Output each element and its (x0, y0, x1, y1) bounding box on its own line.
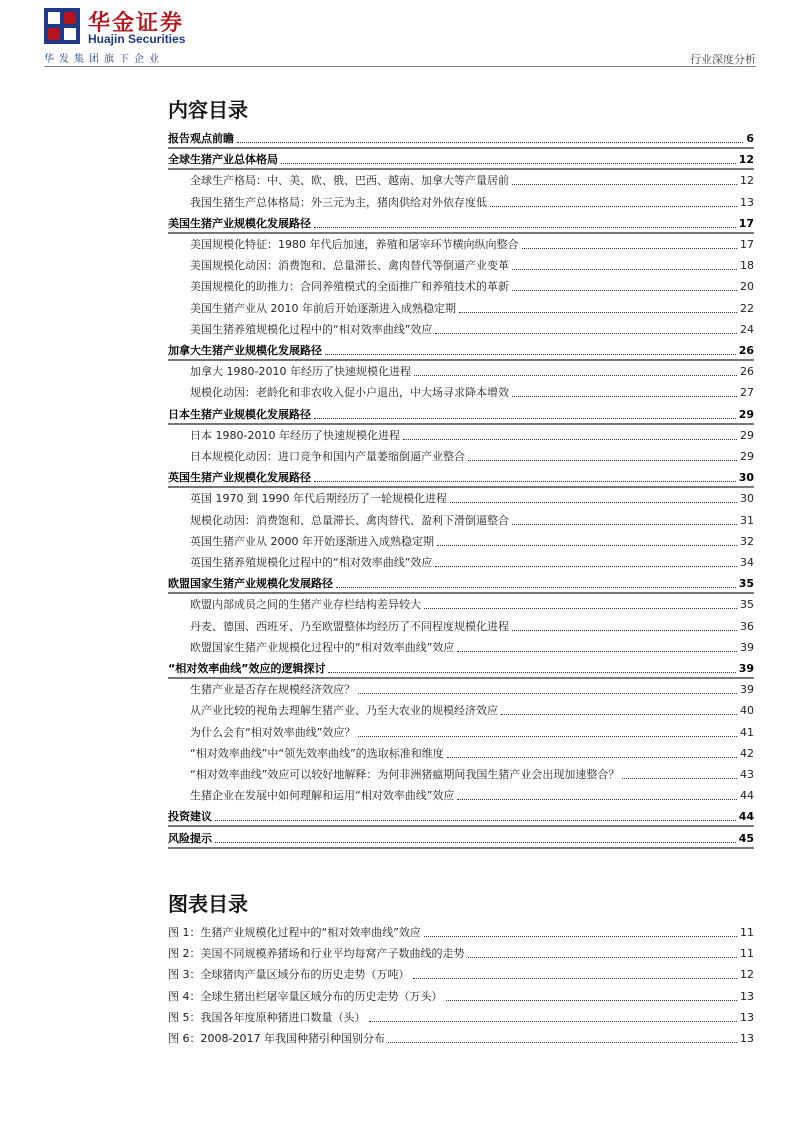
dot-leader (450, 502, 737, 503)
dot-leader (468, 460, 737, 461)
entry-page-number: 32 (740, 534, 754, 548)
entry-title: 图 3：全球猪肉产量区域分布的历史走势（万吨） (168, 968, 410, 982)
dot-leader (435, 333, 737, 334)
entry-page-number: 24 (740, 322, 754, 336)
entry-page-number: 29 (740, 428, 754, 442)
dot-leader (447, 757, 737, 758)
entry-title: 图 5：我国各年度原种猪进口数量（头） (168, 1010, 366, 1024)
header-divider (44, 66, 756, 67)
dot-leader (414, 375, 737, 376)
entry-title: 日本生猪产业规模化发展路径 (168, 407, 311, 421)
dot-leader (512, 630, 737, 631)
entry-title: 欧盟国家生猪产业规模化发展路径 (168, 577, 333, 591)
entry-page-number: 11 (740, 947, 754, 961)
toc-entry-section[interactable] (168, 298, 754, 316)
entry-title: 图 6：2008-2017 年我国种猪引种国别分布 (168, 1032, 385, 1045)
entry-title: 从产业比较的视角去理解生猪产业、乃至大农业的规模经济效应 (190, 704, 498, 718)
entry-page-number: 42 (740, 746, 754, 760)
dot-leader (328, 672, 735, 673)
toc-entry-chapter[interactable] (168, 404, 754, 422)
toc-entry-chapter[interactable] (168, 806, 754, 824)
entry-page-number: 12 (740, 968, 754, 982)
dot-leader (314, 418, 736, 419)
toc-entry-section[interactable] (168, 510, 754, 528)
figure-entry[interactable] (168, 943, 754, 961)
toc-entry-section[interactable] (168, 446, 754, 464)
brand-name-cn: 华金证券 (88, 11, 185, 36)
entry-title: 规模化动因：老龄化和非农收入促小户退出，中大场寻求降本增效 (190, 386, 509, 400)
dot-leader (490, 206, 737, 207)
entry-title: 英国生猪养殖规模化过程中的“相对效率曲线”效应 (190, 556, 433, 569)
dot-leader (314, 481, 736, 482)
entry-page-number: 12 (738, 153, 754, 167)
entry-title: 欧盟内部成员之间的生猪产业存栏结构差异较大 (190, 598, 421, 612)
toc-entry-chapter[interactable] (168, 340, 754, 358)
dot-leader (512, 524, 737, 525)
table-of-contents (168, 128, 754, 860)
dot-leader (512, 396, 737, 397)
entry-page-number: 26 (740, 365, 754, 379)
toc-entry-section[interactable] (168, 170, 754, 188)
toc-entry-section[interactable] (168, 276, 754, 294)
toc-entry-section[interactable] (168, 531, 754, 549)
dot-leader (435, 566, 737, 567)
sub-brand: 华发集团旗下企业 (44, 54, 164, 65)
entry-page-number: 22 (740, 301, 754, 315)
dot-leader (281, 163, 736, 164)
entry-title: 美国规模化的助推力：合同养殖模式的全面推广和养殖技术的革新 (190, 280, 509, 294)
entry-page-number: 27 (740, 386, 754, 400)
entry-page-number: 13 (740, 1010, 754, 1024)
entry-page-number: 20 (740, 280, 754, 294)
toc-entry-section[interactable] (168, 616, 754, 634)
dot-leader (358, 693, 737, 694)
entry-title: 规模化动因：消费饱和、总量滞长、禽肉替代、盈利下滑倒逼整合 (190, 513, 509, 527)
entry-page-number: 6 (746, 132, 754, 145)
dot-leader (622, 778, 737, 779)
dot-leader (215, 820, 736, 821)
entry-page-number: 30 (740, 492, 754, 506)
entry-page-number: 11 (740, 926, 754, 939)
entry-title: 美国规模化特征：1980 年代后加速，养殖和屠宰环节横向纵向整合 (190, 238, 519, 251)
entry-title: 英国 1970 到 1990 年代后期经历了一轮规模化进程 (190, 492, 447, 506)
dot-leader (512, 269, 737, 270)
toc-entry-section[interactable] (168, 679, 754, 697)
toc-entry-section[interactable] (168, 743, 754, 761)
entry-page-number: 17 (738, 216, 754, 230)
page-header (0, 0, 800, 70)
dot-leader (358, 736, 737, 737)
toc-entry-section[interactable] (168, 425, 754, 443)
entry-page-number: 34 (740, 556, 754, 569)
dot-leader (314, 227, 736, 228)
dot-leader (424, 608, 737, 609)
figure-entry[interactable] (168, 964, 754, 982)
entry-title: 图 1：生猪产业规模化过程中的“相对效率曲线”效应 (168, 926, 421, 939)
entry-page-number: 35 (740, 598, 754, 612)
figure-entry[interactable] (168, 1007, 754, 1025)
dot-leader (336, 587, 736, 588)
toc-entry-section[interactable] (168, 488, 754, 506)
toc-entry-chapter[interactable] (168, 149, 754, 167)
entry-title: 丹麦、德国、西班牙、乃至欧盟整体均经历了不同程度规模化进程 (190, 619, 509, 633)
toc-entry-chapter[interactable] (168, 828, 754, 846)
huajin-logo-icon (44, 8, 80, 44)
entry-page-number: 29 (738, 407, 754, 421)
toc-entry-section[interactable] (168, 234, 754, 252)
toc-entry-chapter[interactable] (168, 128, 754, 146)
figure-entry[interactable] (168, 922, 754, 940)
entry-title: 日本 1980-2010 年经历了快速规模化进程 (190, 428, 400, 442)
toc-entry-section[interactable] (168, 594, 754, 612)
entry-title: 加拿大 1980-2010 年经历了快速规模化进程 (190, 365, 411, 379)
entry-page-number: 26 (738, 344, 754, 357)
toc-entry-section[interactable] (168, 361, 754, 379)
entry-title: 生猪产业是否存在规模经济效应？ (190, 683, 355, 697)
dot-leader (457, 799, 737, 800)
entry-page-number: 36 (740, 619, 754, 633)
entry-page-number: 39 (738, 662, 754, 675)
entry-page-number: 13 (740, 989, 754, 1003)
toc-entry-section[interactable] (168, 700, 754, 718)
dot-leader (424, 936, 737, 937)
dot-leader (388, 1042, 737, 1043)
entry-page-number: 45 (738, 831, 754, 845)
entry-page-number: 18 (740, 259, 754, 273)
entry-page-number: 39 (740, 683, 754, 697)
dot-leader (413, 978, 738, 979)
chapter-underline (168, 847, 754, 849)
entry-page-number: 44 (738, 810, 754, 824)
entry-page-number: 29 (740, 450, 754, 463)
toc-entry-section[interactable] (168, 552, 754, 570)
entry-title: “相对效率曲线”中“领先效率曲线”的选取标准和维度 (190, 746, 444, 760)
dot-leader (437, 545, 737, 546)
dot-leader (512, 184, 737, 185)
dot-leader (522, 248, 738, 249)
entry-title: 美国生猪产业规模化发展路径 (168, 216, 311, 230)
toc-entry-section[interactable] (168, 764, 754, 782)
entry-page-number: 31 (740, 513, 754, 527)
entry-title: 报告观点前瞻 (168, 132, 234, 145)
entry-title: 全球生产格局：中、美、欧、俄、巴西、越南、加拿大等产量居前 (190, 174, 509, 188)
entry-title: 日本规模化动因：进口竞争和国内产量萎缩倒逼产业整合 (190, 450, 465, 463)
toc-entry-section[interactable] (168, 637, 754, 655)
dot-leader (237, 142, 743, 143)
dot-leader (446, 1000, 738, 1001)
entry-title: 生猪企业在发展中如何理解和运用“相对效率曲线”效应 (190, 789, 455, 803)
dot-leader (215, 842, 736, 843)
toc-entry-section[interactable] (168, 192, 754, 210)
toc-entry-section[interactable] (168, 255, 754, 273)
toc-entry-chapter[interactable] (168, 213, 754, 231)
entry-title: 欧盟国家生猪产业规模化过程中的“相对效率曲线”效应 (190, 640, 455, 654)
toc-entry-section[interactable] (168, 382, 754, 400)
entry-title: 投资建议 (168, 810, 212, 824)
entry-title: 风险提示 (168, 831, 212, 845)
toc-entry-chapter[interactable] (168, 658, 754, 676)
toc-entry-section[interactable] (168, 722, 754, 740)
entry-title: 美国生猪养殖规模化过程中的“相对效率曲线”效应 (190, 322, 433, 336)
entry-page-number: 41 (740, 725, 754, 739)
entry-page-number: 44 (740, 789, 754, 803)
toc-entry-chapter[interactable] (168, 467, 754, 485)
entry-title: 英国生猪产业从 2000 年开始逐渐进入成熟稳定期 (190, 534, 434, 548)
entry-title: 美国规模化动因：消费饱和、总量滞长、禽肉替代等倒逼产业变革 (190, 259, 509, 273)
dot-leader (325, 354, 736, 355)
entry-title: 图 2：美国不同规模养猪场和行业平均每窝产子数曲线的走势 (168, 947, 465, 961)
brand-name-en: Huajin Securities (88, 32, 186, 46)
dot-leader (403, 439, 737, 440)
entry-title: “相对效率曲线”效应可以较好地解释：为何非洲猪瘟期间我国生猪产业会出现加速整合？ (190, 768, 620, 781)
entry-page-number: 40 (740, 704, 754, 718)
dot-leader (459, 312, 737, 313)
entry-title: 为什么会有“相对效率曲线”效应？ (190, 725, 356, 739)
dot-leader (512, 290, 737, 291)
toc-title: 内容目录 (168, 98, 248, 122)
entry-page-number: 12 (740, 174, 754, 188)
entry-title: 我国生猪生产总体格局：外三元为主，猪肉供给对外依存度低 (190, 195, 487, 209)
entry-title: 加拿大生猪产业规模化发展路径 (168, 344, 322, 357)
entry-title: “相对效率曲线”效应的逻辑探讨 (168, 662, 326, 675)
entry-page-number: 43 (740, 768, 754, 781)
toc-entry-section[interactable] (168, 785, 754, 803)
entry-title: 美国生猪产业从 2010 年前后开始逐渐进入成熟稳定期 (190, 301, 456, 315)
entry-title: 全球生猪产业总体格局 (168, 153, 278, 167)
entry-page-number: 30 (738, 471, 754, 485)
dot-leader (468, 957, 738, 958)
entry-page-number: 39 (740, 640, 754, 654)
list-of-figures (168, 922, 754, 1052)
figure-entry[interactable] (168, 986, 754, 1004)
entry-title: 英国生猪产业规模化发展路径 (168, 471, 311, 485)
dot-leader (501, 714, 737, 715)
entry-page-number: 13 (740, 1032, 754, 1045)
entry-page-number: 35 (738, 577, 754, 591)
document-type: 行业深度分析 (690, 53, 756, 66)
dot-leader (369, 1021, 738, 1022)
toc-entry-chapter[interactable] (168, 573, 754, 591)
toc-entry-section[interactable] (168, 319, 754, 337)
dot-leader (457, 651, 737, 652)
entry-page-number: 13 (740, 195, 754, 209)
entry-page-number: 17 (740, 238, 754, 251)
entry-title: 图 4：全球生猪出栏屠宰量区域分布的历史走势（万头） (168, 989, 443, 1003)
figures-title: 图表目录 (168, 892, 248, 916)
figure-entry[interactable] (168, 1028, 754, 1046)
